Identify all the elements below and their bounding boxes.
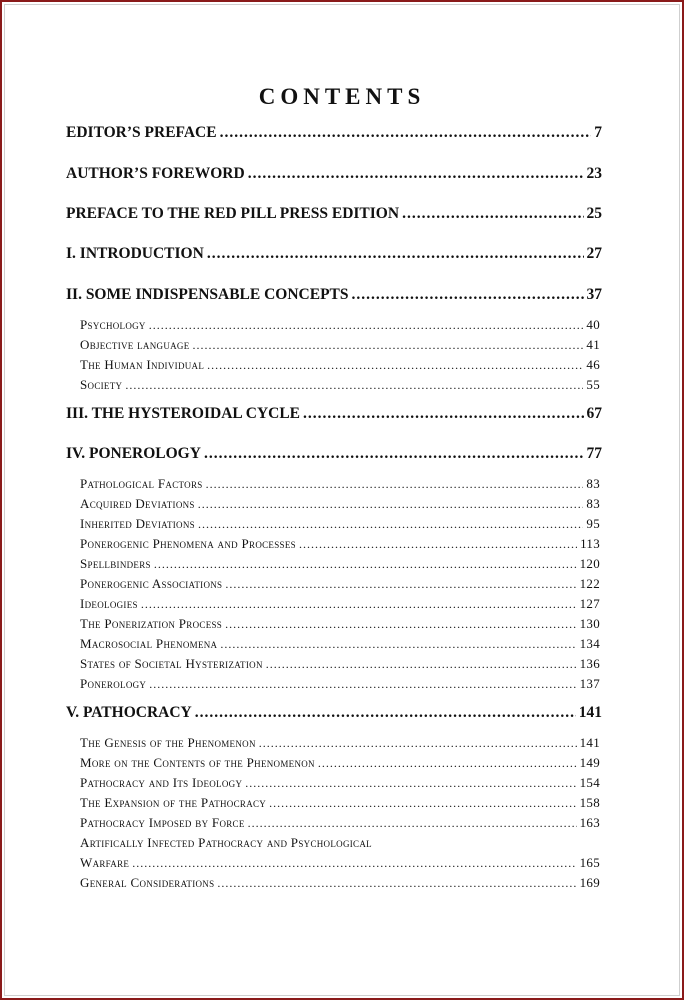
toc-entry-page: 27 <box>586 245 602 262</box>
toc-subentry-page: 165 <box>579 855 600 870</box>
toc-entry-hysteroidal-cycle[interactable] <box>66 405 602 423</box>
toc-entry-label: II. SOME INDISPENSABLE CONCEPTS <box>66 286 349 303</box>
toc-subentry[interactable] <box>80 755 600 771</box>
toc-subentry-label: Ideologies <box>80 596 138 611</box>
dot-leader <box>245 776 576 791</box>
dot-leader <box>269 796 577 811</box>
toc-entry-page: 23 <box>586 165 602 182</box>
toc-subentry-page: 154 <box>579 775 600 790</box>
toc-entry-label: EDITOR’S PREFACE <box>66 124 217 141</box>
toc-subentry[interactable] <box>80 317 600 333</box>
toc-subentry-page: 122 <box>579 576 600 591</box>
toc-subentry-page: 40 <box>586 317 600 332</box>
toc-subentry-label: Ponerology <box>80 676 147 691</box>
toc-subentry[interactable] <box>80 775 600 791</box>
dot-leader <box>352 286 584 304</box>
toc-subentry-label: The Human Individual <box>80 357 205 372</box>
toc-subentry-label: Ponerogenic Associations <box>80 576 223 591</box>
toc-subentry-page: 158 <box>579 795 600 810</box>
toc-subentry[interactable] <box>80 496 600 512</box>
toc-subentry-page: 163 <box>579 815 600 830</box>
page-title: CONTENTS <box>258 84 426 109</box>
dot-leader <box>206 477 584 492</box>
toc-subentry-label: The Ponerization Process <box>80 616 223 631</box>
dot-leader <box>198 497 584 512</box>
toc-subentry-label: The Expansion of the Pathocracy <box>80 795 267 810</box>
toc-subentry[interactable] <box>80 377 600 393</box>
toc-subentry-label: General Considerations <box>80 875 215 890</box>
toc-entry-label: AUTHOR’S FOREWORD <box>66 165 245 182</box>
toc-subentry-label-continued[interactable]: Artifically Infected Pathocracy and Psychological <box>80 835 372 850</box>
dot-leader <box>125 378 583 393</box>
dot-leader <box>259 736 577 751</box>
toc-subentry-page: 136 <box>579 656 600 671</box>
toc-subentry-page: 120 <box>579 556 600 571</box>
toc-entry-introduction[interactable] <box>66 245 602 263</box>
toc-subentry-page: 83 <box>586 476 600 491</box>
toc-entry-page: 25 <box>586 205 602 222</box>
toc-subentry-label: Acquired Deviations <box>80 496 195 511</box>
toc-subentry-label: Psychology <box>80 317 146 332</box>
toc-subentry[interactable] <box>80 576 600 592</box>
toc-subentry-page: 137 <box>579 676 600 691</box>
toc-subentry[interactable] <box>80 815 600 831</box>
toc-subentry[interactable] <box>80 875 600 891</box>
toc-subentry-page: 55 <box>586 377 600 392</box>
dot-leader <box>225 577 576 592</box>
toc-subentry-label: Society <box>80 377 123 392</box>
toc-entry-red-pill-preface[interactable] <box>66 205 602 223</box>
toc-entry-page: 37 <box>586 286 602 303</box>
toc-subentry-label: States of Societal Hysterization <box>80 656 263 671</box>
toc-subentry-label: Macrosocial Phenomena <box>80 636 218 651</box>
toc-entry-authors-foreword[interactable] <box>66 165 602 183</box>
toc-subentry[interactable] <box>80 676 600 692</box>
toc-subentry[interactable] <box>80 656 600 672</box>
toc-entry-label: PREFACE TO THE RED PILL PRESS EDITION <box>66 205 400 222</box>
dot-leader <box>149 677 576 692</box>
dot-leader <box>149 318 584 333</box>
toc-subentry[interactable] <box>80 556 600 572</box>
toc-subentry-page: 83 <box>586 496 600 511</box>
dot-leader <box>207 245 584 263</box>
toc-subentry-label: Warfare <box>80 855 130 870</box>
toc-subentry[interactable] <box>80 516 600 532</box>
dot-leader <box>220 124 592 142</box>
toc-subentry[interactable] <box>80 616 600 632</box>
toc-subentry[interactable] <box>80 476 600 492</box>
toc-entry-label: I. INTRODUCTION <box>66 245 204 262</box>
toc-entry-page: 141 <box>578 704 602 721</box>
toc-subentry-label: More on the Contents of the Phenomenon <box>80 755 315 770</box>
toc-subentry[interactable] <box>80 596 600 612</box>
toc-entry-label: III. THE HYSTEROIDAL CYCLE <box>66 405 301 422</box>
toc-subentry[interactable] <box>80 357 600 373</box>
toc-subentry-label: The Genesis of the Phenomenon <box>80 735 256 750</box>
toc-entry-page: 7 <box>594 124 602 141</box>
dot-leader <box>248 165 584 183</box>
toc-entry-editors-preface[interactable] <box>66 124 602 142</box>
toc-subentry-page: 41 <box>586 337 600 352</box>
dot-leader <box>207 358 583 373</box>
dot-leader <box>141 597 577 612</box>
dot-leader <box>198 517 583 532</box>
dot-leader <box>318 756 577 771</box>
toc-subentry-label: Objective language <box>80 337 190 352</box>
toc-subentry-page: 113 <box>580 536 600 551</box>
dot-leader <box>195 704 576 722</box>
dot-leader <box>220 637 576 652</box>
dot-leader <box>132 856 576 871</box>
toc-subentry-label: Pathocracy Imposed by Force <box>80 815 245 830</box>
toc-entry-label: IV. PONEROLOGY <box>66 445 201 462</box>
dot-leader <box>193 338 584 353</box>
toc-subentry-label: Inherited Deviations <box>80 516 195 531</box>
toc-entry-pathocracy[interactable] <box>66 704 602 722</box>
toc-subentry-page: 95 <box>586 516 600 531</box>
toc-entry-page: 77 <box>586 445 602 462</box>
toc-subentry[interactable] <box>80 735 600 751</box>
toc-subentry-page: 130 <box>579 616 600 631</box>
toc-subentry-page: 127 <box>579 596 600 611</box>
toc-subentry-page: 141 <box>579 735 600 750</box>
toc-subentry-page: 169 <box>579 875 600 890</box>
toc-entry-indispensable-concepts[interactable] <box>66 286 602 304</box>
toc-subentry[interactable] <box>80 795 600 811</box>
toc-entry-ponerology[interactable] <box>66 445 602 463</box>
dot-leader <box>303 405 583 423</box>
dot-leader <box>204 445 584 463</box>
dot-leader <box>266 657 577 672</box>
toc-subentry-label: Spellbinders <box>80 556 151 571</box>
dot-leader <box>154 557 577 572</box>
toc-subentry-page: 46 <box>586 357 600 372</box>
toc-subentry[interactable] <box>80 337 600 353</box>
toc-subentry-label: Pathological Factors <box>80 476 203 491</box>
toc-subentry-page: 149 <box>579 755 600 770</box>
dot-leader <box>248 816 577 831</box>
dot-leader <box>402 205 583 223</box>
toc-subentry-page: 134 <box>579 636 600 651</box>
toc-subentry[interactable] <box>80 855 600 871</box>
toc-subentry-label: Pathocracy and Its Ideology <box>80 775 243 790</box>
toc-entry-page: 67 <box>586 405 602 422</box>
toc-subentry[interactable] <box>80 636 600 652</box>
toc-entry-label: V. PATHOCRACY <box>66 704 192 721</box>
toc-subentry[interactable] <box>80 536 600 552</box>
toc-subentry-label: Ponerogenic Phenomena and Processes <box>80 536 296 551</box>
dot-leader <box>299 537 577 552</box>
dot-leader <box>217 876 576 891</box>
dot-leader <box>225 617 576 632</box>
